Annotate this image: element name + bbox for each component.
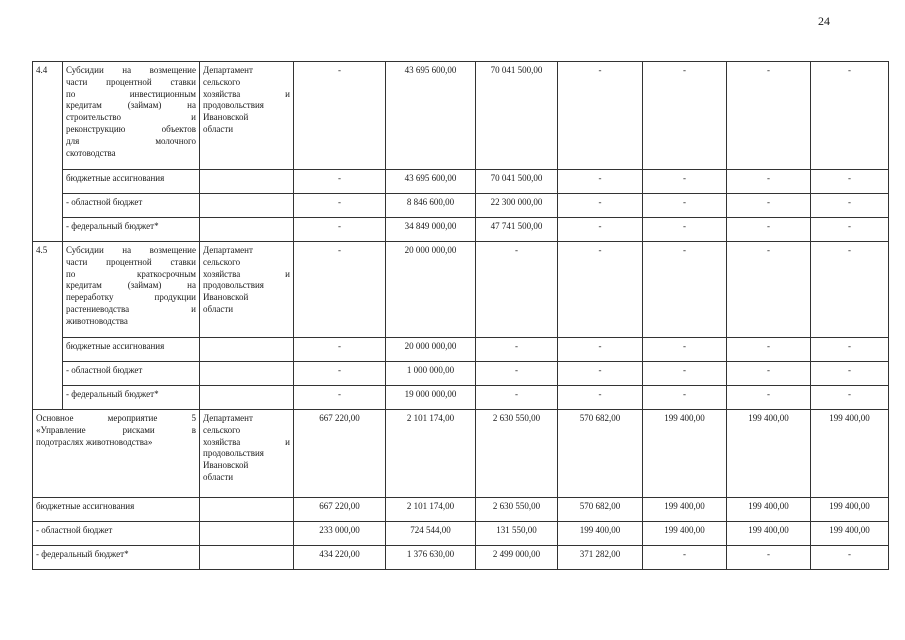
department-cell-empty xyxy=(200,386,294,410)
dept_lines-line: продовольствия xyxy=(203,448,264,459)
table-row xyxy=(33,546,889,570)
funding-source-cell: - областной бюджет xyxy=(33,522,200,546)
amount-cell: - xyxy=(643,62,727,170)
name_lines-line: строительство и xyxy=(66,112,196,123)
amount-cell: - xyxy=(811,194,889,218)
amount-cell: 1 000 000,00 xyxy=(386,362,476,386)
amount-cell: - xyxy=(727,62,811,170)
funding-source-cell: - областной бюджет xyxy=(63,362,200,386)
amount-cell: 199 400,00 xyxy=(811,522,889,546)
table-row xyxy=(33,62,889,170)
name_lines-line: Субсидии на возмещение xyxy=(66,245,196,255)
amount-cell: 43 695 600,00 xyxy=(386,62,476,170)
amount-cell: - xyxy=(727,386,811,410)
amount-cell: 233 000,00 xyxy=(294,522,386,546)
amount-cell: 20 000 000,00 xyxy=(386,338,476,362)
dept_lines-line: Департамент xyxy=(203,65,253,75)
name_lines-line: «Управление рисками в xyxy=(36,424,196,435)
dept_lines-line: сельского xyxy=(203,424,241,435)
table-row xyxy=(33,522,889,546)
name_lines-line: по краткосрочным xyxy=(66,268,196,279)
amount-cell: - xyxy=(643,386,727,410)
amount-cell: - xyxy=(558,194,643,218)
amount-cell: - xyxy=(643,194,727,218)
dept_lines-line: сельского xyxy=(203,256,241,267)
amount-cell: 2 499 000,00 xyxy=(476,546,558,570)
funding-source-cell: - федеральный бюджет* xyxy=(33,546,200,570)
amount-cell: - xyxy=(294,218,386,242)
table-row xyxy=(33,386,889,410)
row-number-cell: 4.4 xyxy=(33,62,63,242)
amount-cell: - xyxy=(811,242,889,338)
amount-cell: 47 741 500,00 xyxy=(476,218,558,242)
amount-cell: - xyxy=(558,362,643,386)
amount-cell: 22 300 000,00 xyxy=(476,194,558,218)
amount-cell: 1 376 630,00 xyxy=(386,546,476,570)
amount-cell: 20 000 000,00 xyxy=(386,242,476,338)
funding-source-cell: - федеральный бюджет* xyxy=(63,386,200,410)
amount-cell: - xyxy=(727,194,811,218)
funding-source-cell: - федеральный бюджет* xyxy=(63,218,200,242)
amount-cell: 8 846 600,00 xyxy=(386,194,476,218)
name_lines-line: части процентной ставки xyxy=(66,256,196,267)
amount-cell: - xyxy=(558,170,643,194)
amount-cell: - xyxy=(476,242,558,338)
amount-cell: 199 400,00 xyxy=(811,410,889,498)
name_lines-line: животноводства xyxy=(66,315,128,326)
department-cell-empty xyxy=(200,170,294,194)
amount-cell: 199 400,00 xyxy=(727,410,811,498)
table-row xyxy=(33,170,889,194)
amount-cell: - xyxy=(727,546,811,570)
amount-cell: - xyxy=(294,170,386,194)
amount-cell: 724 544,00 xyxy=(386,522,476,546)
amount-cell: - xyxy=(727,242,811,338)
table-row xyxy=(33,242,889,338)
dept_lines-line: Департамент xyxy=(203,413,253,423)
funding-source-cell: бюджетные ассигнования xyxy=(63,170,200,194)
name_lines-line: реконструкцию объектов xyxy=(66,123,196,134)
amount-cell: - xyxy=(558,62,643,170)
dept_lines-line: Департамент xyxy=(203,245,253,255)
amount-cell: 70 041 500,00 xyxy=(476,62,558,170)
amount-cell: 199 400,00 xyxy=(727,522,811,546)
amount-cell: - xyxy=(811,546,889,570)
name_lines-line: для молочного xyxy=(66,135,196,146)
amount-cell: 2 630 550,00 xyxy=(476,498,558,522)
amount-cell: 199 400,00 xyxy=(558,522,643,546)
amount-cell: 70 041 500,00 xyxy=(476,170,558,194)
dept_lines-line: области xyxy=(203,471,234,482)
department-cell-empty xyxy=(200,218,294,242)
dept_lines-line: хозяйства и xyxy=(203,88,290,99)
dept_lines-line: продовольствия xyxy=(203,100,264,111)
table-row xyxy=(33,218,889,242)
amount-cell: 434 220,00 xyxy=(294,546,386,570)
amount-cell: 667 220,00 xyxy=(294,410,386,498)
amount-cell: - xyxy=(643,362,727,386)
amount-cell: 199 400,00 xyxy=(643,522,727,546)
dept_lines-line: продовольствия xyxy=(203,280,264,291)
dept_lines-line: сельского xyxy=(203,76,241,87)
amount-cell: - xyxy=(727,218,811,242)
amount-cell: - xyxy=(294,338,386,362)
amount-cell: - xyxy=(294,62,386,170)
name_lines-line: подотраслях животноводства» xyxy=(36,436,153,447)
table-row xyxy=(33,410,889,498)
amount-cell: - xyxy=(811,386,889,410)
amount-cell: - xyxy=(294,386,386,410)
amount-cell: 199 400,00 xyxy=(811,498,889,522)
name_lines-line: кредитам (займам) на xyxy=(66,100,196,111)
dept_lines-line: области xyxy=(203,123,234,134)
dept_lines-line: Ивановской xyxy=(203,460,249,471)
dept_lines-line: хозяйства и xyxy=(203,268,290,279)
department-cell-empty xyxy=(200,194,294,218)
amount-cell: 2 101 174,00 xyxy=(386,498,476,522)
amount-cell: - xyxy=(294,362,386,386)
amount-cell: - xyxy=(558,338,643,362)
funding-source-cell: бюджетные ассигнования xyxy=(33,498,200,522)
department-cell xyxy=(200,410,294,498)
row-number-cell: 4.5 xyxy=(33,242,63,410)
amount-cell: - xyxy=(727,362,811,386)
measure-name-cell xyxy=(63,62,200,170)
amount-cell: 667 220,00 xyxy=(294,498,386,522)
amount-cell: - xyxy=(476,362,558,386)
name_lines-line: кредитам (займам) на xyxy=(66,280,196,291)
amount-cell: - xyxy=(294,242,386,338)
amount-cell: 199 400,00 xyxy=(643,410,727,498)
department-cell xyxy=(200,62,294,170)
amount-cell: - xyxy=(558,242,643,338)
table-row xyxy=(33,362,889,386)
dept_lines-line: хозяйства и xyxy=(203,436,290,447)
dept_lines-line: Ивановской xyxy=(203,112,249,123)
amount-cell: 2 630 550,00 xyxy=(476,410,558,498)
amount-cell: - xyxy=(811,170,889,194)
budget-table xyxy=(32,61,889,570)
dept_lines-line: Ивановской xyxy=(203,292,249,303)
amount-cell: 34 849 000,00 xyxy=(386,218,476,242)
amount-cell: - xyxy=(558,218,643,242)
amount-cell: - xyxy=(643,338,727,362)
department-cell-empty xyxy=(200,362,294,386)
amount-cell: - xyxy=(476,338,558,362)
amount-cell: - xyxy=(643,242,727,338)
amount-cell: 570 682,00 xyxy=(558,498,643,522)
department-cell-empty xyxy=(200,522,294,546)
amount-cell: 570 682,00 xyxy=(558,410,643,498)
amount-cell: - xyxy=(727,338,811,362)
page-number: 24 xyxy=(818,14,830,28)
name_lines-line: переработку продукции xyxy=(66,292,196,303)
amount-cell: - xyxy=(558,386,643,410)
amount-cell: - xyxy=(811,218,889,242)
name_lines-line: скотоводства xyxy=(66,147,116,158)
main-measure-name-cell xyxy=(33,410,200,498)
name_lines-line: Основное мероприятие 5 xyxy=(36,413,196,423)
department-cell xyxy=(200,242,294,338)
amount-cell: - xyxy=(811,338,889,362)
department-cell-empty xyxy=(200,338,294,362)
name_lines-line: растениеводства и xyxy=(66,303,196,314)
amount-cell: - xyxy=(643,546,727,570)
amount-cell: 2 101 174,00 xyxy=(386,410,476,498)
funding-source-cell: бюджетные ассигнования xyxy=(63,338,200,362)
amount-cell: - xyxy=(294,194,386,218)
amount-cell: 131 550,00 xyxy=(476,522,558,546)
measure-name-cell xyxy=(63,242,200,338)
amount-cell: - xyxy=(643,218,727,242)
dept_lines-line: области xyxy=(203,303,234,314)
amount-cell: - xyxy=(476,386,558,410)
amount-cell: 199 400,00 xyxy=(643,498,727,522)
name_lines-line: Субсидии на возмещение xyxy=(66,65,196,75)
table-row xyxy=(33,194,889,218)
table-row xyxy=(33,498,889,522)
amount-cell: 199 400,00 xyxy=(727,498,811,522)
department-cell-empty xyxy=(200,498,294,522)
amount-cell: - xyxy=(727,170,811,194)
amount-cell: - xyxy=(643,170,727,194)
amount-cell: 371 282,00 xyxy=(558,546,643,570)
amount-cell: 19 000 000,00 xyxy=(386,386,476,410)
amount-cell: - xyxy=(811,362,889,386)
amount-cell: 43 695 600,00 xyxy=(386,170,476,194)
name_lines-line: по инвестиционным xyxy=(66,88,196,99)
table-row xyxy=(33,338,889,362)
amount-cell: - xyxy=(811,62,889,170)
funding-source-cell: - областной бюджет xyxy=(63,194,200,218)
name_lines-line: части процентной ставки xyxy=(66,76,196,87)
department-cell-empty xyxy=(200,546,294,570)
